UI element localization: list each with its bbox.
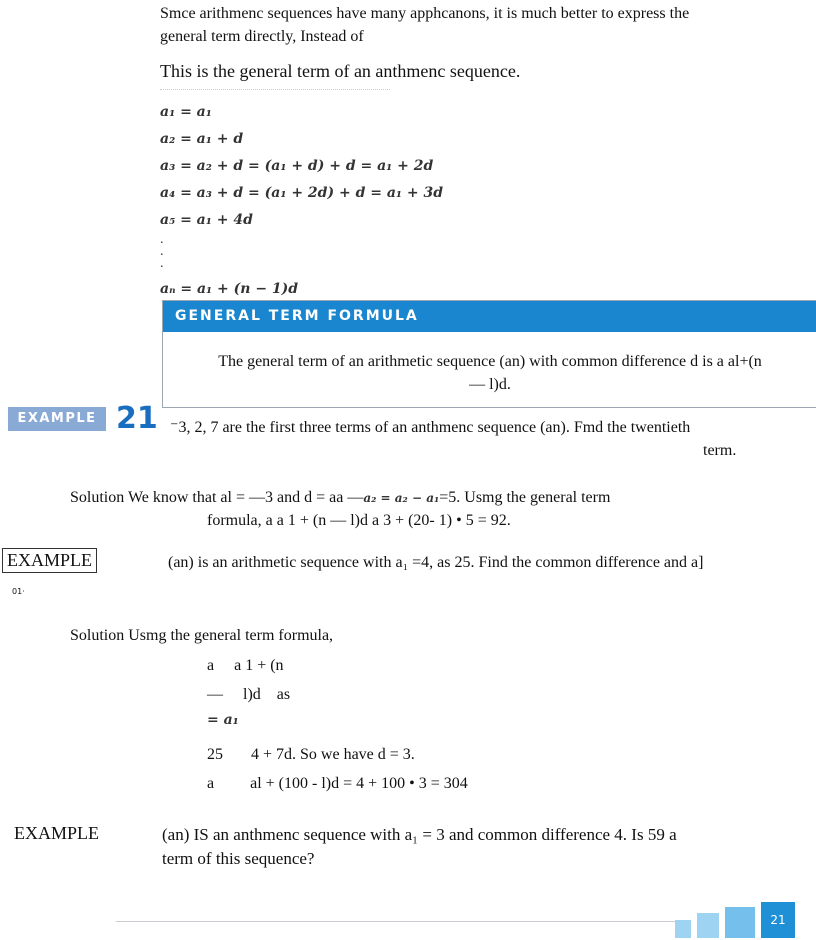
general-term-statement: This is the general term of an anthmenc sequence. xyxy=(160,61,521,81)
ellipsis-dots: . . . xyxy=(160,232,164,271)
example22-step-5: a al + (100 - l)d = 4 + 100 • 3 = 304 xyxy=(207,775,468,792)
example-badge: EXAMPLE xyxy=(8,407,106,431)
derivation-a3: a₃ = a₂ + d = (a₁ + d) + d = a₁ + 2d xyxy=(160,158,434,174)
footer-rule xyxy=(116,921,676,922)
example22-solution-intro: Solution Usmg the general term formula, xyxy=(70,627,334,644)
example-number: 21 xyxy=(116,401,158,436)
general-term-formula-box xyxy=(162,300,816,408)
derivation-a5: a₅ = a₁ + 4d xyxy=(160,212,253,228)
example23-label: EXAMPLE xyxy=(14,823,99,843)
example22-step-2: — l)d as xyxy=(207,686,291,703)
page-number: 21 xyxy=(761,902,795,938)
formula-heading: GENERAL TERM FORMULA xyxy=(163,301,816,332)
formula-body-line-2: — l)d. xyxy=(469,376,511,393)
example21-problem-line-1: ⁻3, 2, 7 are the first three terms of an anthmenc sequence (an). Fmd the twentieth xyxy=(170,419,691,436)
derivation-a4: a₄ = a₃ + d = (a₁ + 2d) + d = a₁ + 3d xyxy=(160,185,444,201)
example22-label: EXAMPLE xyxy=(2,548,97,573)
faint-rule xyxy=(160,89,390,91)
example22-step-3: = a₁ xyxy=(207,712,239,728)
example21-solution-line-2: formula, a a 1 + (n — l)d a 3 + (20- 1) • 5 = 92. xyxy=(207,512,511,529)
example22-step-4: 25 4 + 7d. So we have d = 3. xyxy=(207,746,415,763)
example23-problem-line-1: (an) IS an anthmenc sequence with a₁ = 3 and common difference 4. Is 59 a xyxy=(162,825,677,844)
formula-body-line-1: The general term of an arithmetic sequence (an) with common difference d is a al+(n xyxy=(218,353,762,370)
solution-text-b: =5. Usmg the general term xyxy=(439,489,611,506)
example21-problem-line-2: term. xyxy=(703,442,737,459)
example22-small-note: 01· xyxy=(12,587,25,596)
derivation-an: aₙ = a₁ + (n − 1)d xyxy=(160,281,299,297)
intro-line-1: Smce arithmenc sequences have many apphcanons, it is much better to express the xyxy=(160,5,690,22)
derivation-a2: a₂ = a₁ + d xyxy=(160,131,244,147)
solution-text-a: Solution We know that al = —3 and d = aa — xyxy=(70,489,364,506)
footer-square-small xyxy=(675,920,691,938)
footer-square-medium xyxy=(697,913,719,938)
intro-line-2: general term directly, Instead of xyxy=(160,28,364,45)
example21-solution-line-1 xyxy=(70,486,610,510)
footer-square-large xyxy=(725,907,755,938)
example23-problem-line-2: term of this sequence? xyxy=(162,849,315,868)
example22-problem: (an) is an arithmetic sequence with a₁ =4, as 25. Find the common difference and a] xyxy=(168,554,704,571)
derivation-a1: a₁ = a₁ xyxy=(160,104,212,120)
solution-inline-math: a₂ = a₂ − a₁ xyxy=(363,491,440,505)
example22-step-1: a a 1 + (n xyxy=(207,657,284,674)
